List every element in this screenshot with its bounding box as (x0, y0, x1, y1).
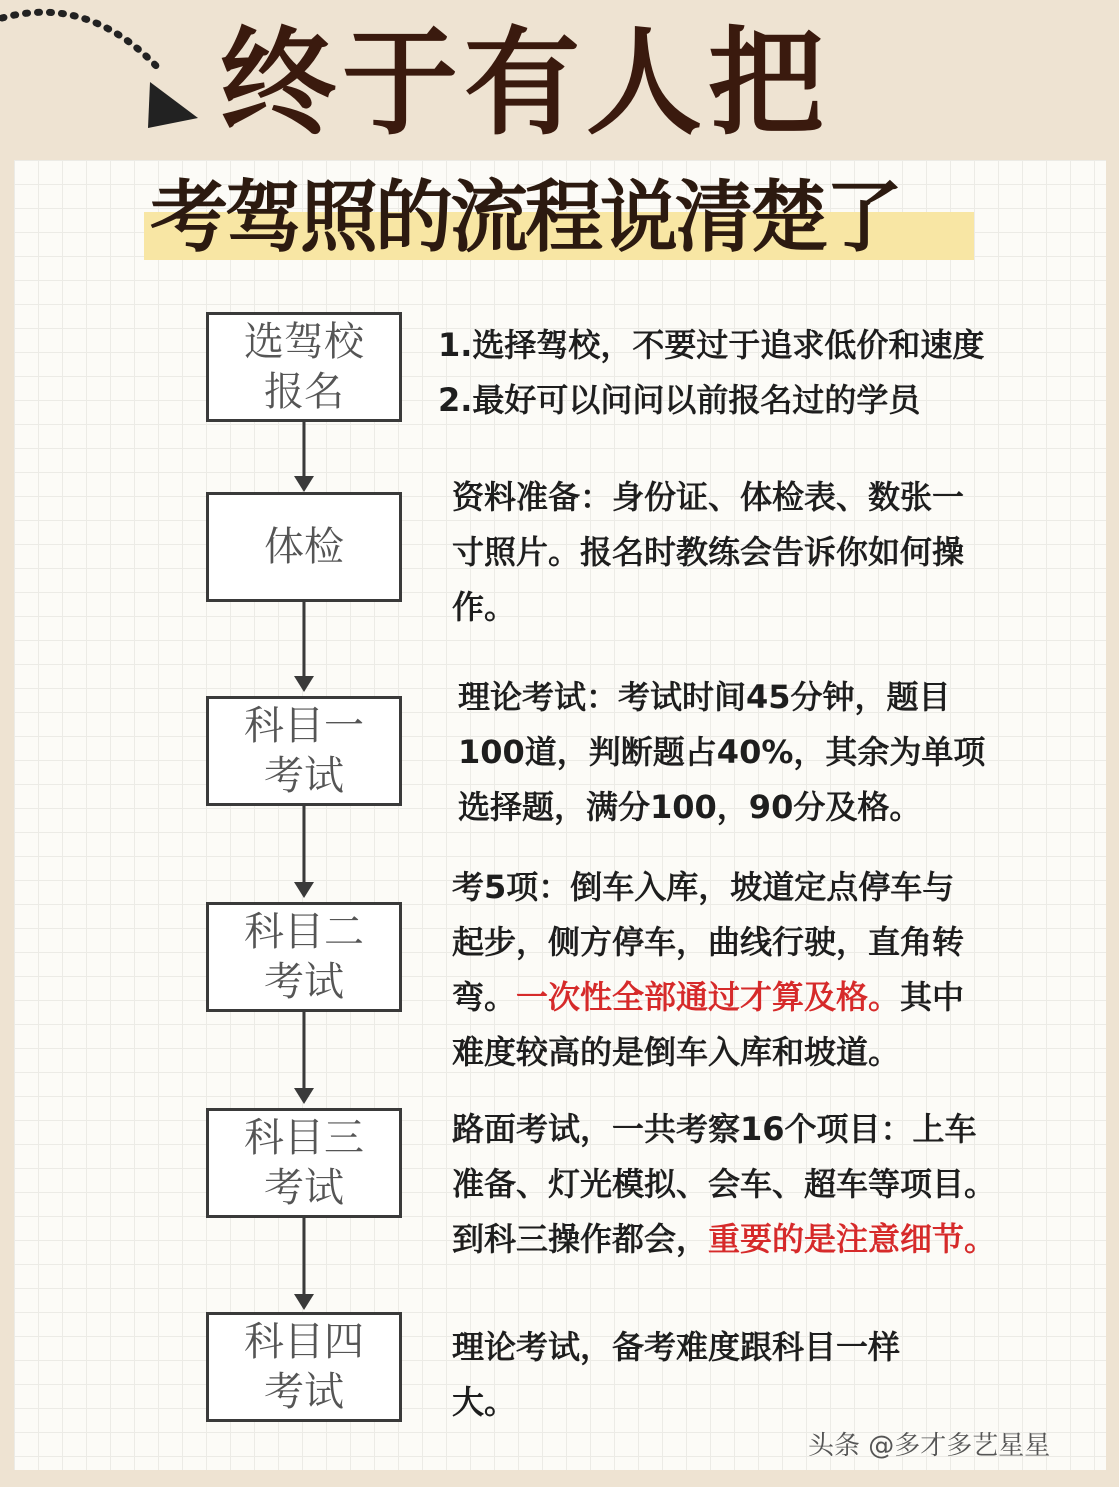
desc-line: 起步，侧方停车，曲线行驶，直角转 (452, 923, 965, 961)
watermark: 头条 @多才多艺星星 (808, 1431, 1051, 1461)
desc-line: 理论考试：考试时间45分钟，题目 (458, 678, 951, 716)
connector-arrowhead (294, 476, 314, 492)
step-box-label: 报名 (264, 369, 344, 415)
step-description-physical-exam (452, 470, 1072, 635)
desc-line: 选择题，满分100，90分及格。 (458, 788, 922, 826)
step-box-label: 考试 (264, 1165, 344, 1211)
desc-line: 1.选择驾校，不要过于追求低价和速度 (438, 326, 985, 364)
step-box-label: 科目一 (244, 703, 364, 749)
desc-line: 理论考试，备考难度跟科目一样 (452, 1328, 901, 1366)
step-box-label: 科目二 (244, 909, 364, 955)
desc-line: 路面考试，一共考察16个项目：上车 (452, 1110, 977, 1148)
step-box-label: 考试 (264, 959, 344, 1005)
desc-line (452, 1212, 1072, 1267)
step-box-subject-three (206, 1108, 402, 1218)
connector-arrowhead (294, 676, 314, 692)
desc-line: 资料准备：身份证、体检表、数张一 (452, 478, 965, 516)
desc-line: 作。 (452, 588, 517, 626)
step-box-label: 体检 (264, 524, 344, 570)
desc-text: 弯。 (452, 978, 517, 1016)
step-box-label: 考试 (264, 1369, 344, 1415)
connector-arrowhead (294, 1294, 314, 1310)
desc-line (452, 970, 1072, 1025)
step-box-physical-exam (206, 492, 402, 602)
step-description-registration (438, 318, 1078, 428)
step-description-subject-two (452, 860, 1072, 1080)
step-box-label: 科目四 (244, 1319, 364, 1365)
step-box-subject-four (206, 1312, 402, 1422)
step-box-label: 考试 (264, 753, 344, 799)
highlight-text: 一次性全部通过才算及格。 (516, 978, 901, 1016)
step-description-subject-four (452, 1320, 1072, 1430)
step-box-subject-one (206, 696, 402, 806)
desc-text: 到科三操作都会， (452, 1220, 709, 1258)
desc-line: 考5项：倒车入库，坡道定点停车与 (452, 868, 955, 906)
highlight-text: 重要的是注意细节。 (708, 1220, 997, 1258)
desc-line: 难度较高的是倒车入库和坡道。 (452, 1033, 901, 1071)
desc-line: 100道，判断题占40%，其余为单项 (458, 733, 986, 771)
page-title: 终于有人把 (220, 15, 830, 151)
step-description-subject-one (458, 670, 1078, 835)
desc-line: 准备、灯光模拟、会车、超车等项目。 (452, 1165, 997, 1203)
desc-line: 大。 (452, 1383, 517, 1421)
step-description-subject-three (452, 1102, 1072, 1267)
page-subtitle: 考驾照的流程说清楚了 (150, 172, 901, 263)
step-box-registration (206, 312, 402, 422)
connector-arrowhead (294, 1088, 314, 1104)
step-box-subject-two (206, 902, 402, 1012)
step-box-label: 选驾校 (244, 319, 364, 365)
desc-line: 寸照片。报名时教练会告诉你如何操 (452, 533, 965, 571)
desc-text: 其中 (900, 978, 965, 1016)
connector-arrowhead (294, 882, 314, 898)
desc-line: 2.最好可以问问以前报名过的学员 (438, 381, 921, 419)
step-box-label: 科目三 (244, 1115, 364, 1161)
